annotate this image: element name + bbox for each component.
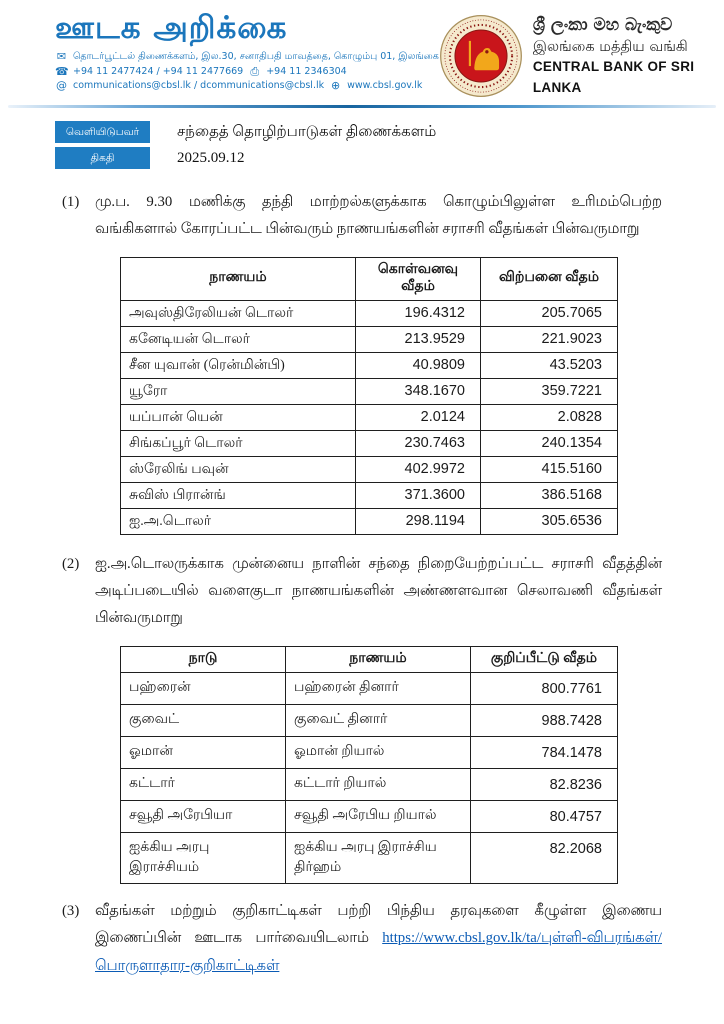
- table-row: [121, 430, 618, 456]
- selling-rate-cell: 205.7065: [481, 300, 618, 326]
- indicative-rate-cell: 800.7761: [471, 672, 618, 704]
- currency-cell: அவுஸ்திரேலியன் டொலர்: [121, 300, 356, 326]
- currency-cell: யூரோ: [121, 378, 356, 404]
- bank-names: [533, 14, 698, 98]
- contact-email-line: [55, 80, 439, 91]
- indicative-rate-cell: 784.1478: [471, 736, 618, 768]
- paragraph-3-number: (3): [62, 902, 80, 919]
- contact-fax: +94 11 2346304: [266, 65, 347, 77]
- buying-rate-cell: 2.0124: [356, 404, 481, 430]
- indicative-rate-column-header: குறிப்பீட்டு வீதம்: [471, 646, 618, 672]
- release-meta: [55, 121, 724, 169]
- paragraph-1-text: மு.ப. 9.30 மணிக்கு தந்தி மாற்றல்களுக்காக கொழும்பிலுள்ள உரிமம்பெற்ற வங்கிகளால் கோரப்பட்ட பின்வரும் நாணயங்களின் சராசரி வீதங்கள் பின்வருமாறு: [95, 194, 662, 238]
- globe-icon: ⊕: [331, 78, 341, 92]
- date-value: 2025.09.12: [177, 149, 245, 166]
- issuer-row: [55, 121, 724, 143]
- selling-rate-cell: 359.7221: [481, 378, 618, 404]
- indicative-rate-cell: 80.4757: [471, 800, 618, 832]
- currency-cell: ஸ்ரேலிங் பவுன்: [121, 456, 356, 482]
- currency-cell: சுவிஸ் பிரான்ங்: [121, 482, 356, 508]
- paragraph-2-number: (2): [62, 555, 80, 572]
- table-header-row: [121, 257, 618, 300]
- contact-address-line: [55, 51, 439, 63]
- currency-cell: ஓமான் றியால்: [286, 736, 471, 768]
- indicative-rate-cell: 82.2068: [471, 832, 618, 883]
- currency-cell: சவூதி அரேபிய றியால்: [286, 800, 471, 832]
- paragraph-2-text: ஐ.அ.டொலருக்காக முன்னைய நாளின் சந்தை நிறையேற்றப்பட்ட சராசரி வீதத்தின் அடிப்படையில் வளைகுடா நாணயங்களின் அண்ணளவான செலாவணி வீதங்கள் பின்வருமாறு: [95, 555, 662, 627]
- table-row: [121, 832, 618, 883]
- table-row: [121, 736, 618, 768]
- table-row: [121, 800, 618, 832]
- paragraph-3-text: [95, 898, 662, 980]
- buying-rate-cell: 298.1194: [356, 508, 481, 534]
- selling-rate-cell: 240.1354: [481, 430, 618, 456]
- country-cell: கட்டார்: [121, 768, 286, 800]
- table-row: [121, 672, 618, 704]
- contact-address: தொடர்பூட்டல் திணைக்களம், இல.30, சனாதிபதி மாவத்தை, கொழும்பு 01, இலங்கை: [73, 50, 439, 62]
- currency-cell: ஐ.அ.டொலர்: [121, 508, 356, 534]
- buying-rate-cell: 196.4312: [356, 300, 481, 326]
- bank-name-sinhala: ශ්‍රී ලංකා මහ බැංකුව: [532, 15, 673, 36]
- buying-rate-cell: 213.9529: [356, 326, 481, 352]
- bank-identity: [439, 14, 698, 98]
- table-row: [121, 704, 618, 736]
- indicative-rate-cell: 82.8236: [471, 768, 618, 800]
- currency-column-header: நாணயம்: [121, 257, 356, 300]
- issuer-value: சந்தைத் தொழிற்பாடுகள் திணைக்களம்: [177, 123, 437, 140]
- printer-icon: ⎙: [250, 64, 260, 78]
- currency-column-header: நாணயம்: [286, 646, 471, 672]
- date-row: [55, 147, 724, 169]
- table-row: [121, 768, 618, 800]
- exchange-rates-table: [120, 257, 618, 535]
- buying-rate-cell: 230.7463: [356, 430, 481, 456]
- selling-rate-cell: 221.9023: [481, 326, 618, 352]
- issuer-label: வெளியிடுபவர்: [55, 121, 150, 143]
- table-row: [121, 378, 618, 404]
- date-label: திகதி: [55, 147, 150, 169]
- table-row: [121, 404, 618, 430]
- table-row: [121, 326, 618, 352]
- table-row: [121, 300, 618, 326]
- cbsl-seal-icon: [439, 14, 523, 98]
- bank-name-english: CENTRAL BANK OF SRI LANKA: [532, 59, 695, 95]
- at-icon: @: [56, 78, 67, 92]
- selling-rate-column-header: விற்பனை வீதம்: [481, 257, 618, 300]
- paragraph-1: [62, 189, 662, 244]
- masthead: [55, 12, 439, 91]
- currency-cell: சிங்கப்பூர் டொலர்: [121, 430, 356, 456]
- indicative-rate-cell: 988.7428: [471, 704, 618, 736]
- envelope-icon: ✉: [56, 50, 67, 64]
- currency-cell: பஹ்ரைன் தினார்: [286, 672, 471, 704]
- table-row: [121, 352, 618, 378]
- header-divider: [8, 105, 716, 108]
- selling-rate-cell: 305.6536: [481, 508, 618, 534]
- paragraph-3: [62, 898, 662, 980]
- currency-cell: யப்பான் யென்: [121, 404, 356, 430]
- country-cell: குவைட்: [121, 704, 286, 736]
- table-row: [121, 456, 618, 482]
- currency-cell: கனேடியன் டொலர்: [121, 326, 356, 352]
- currency-cell: கட்டார் றியால்: [286, 768, 471, 800]
- buying-rate-cell: 371.3600: [356, 482, 481, 508]
- country-cell: ஐக்கிய அரபு இராச்சியம்: [121, 832, 286, 883]
- selling-rate-cell: 43.5203: [481, 352, 618, 378]
- country-cell: ஓமான்: [121, 736, 286, 768]
- page-header: [0, 0, 724, 98]
- selling-rate-cell: 386.5168: [481, 482, 618, 508]
- buying-rate-cell: 348.1670: [356, 378, 481, 404]
- media-release-logo: ஊடக அறிக்கை: [55, 10, 288, 46]
- currency-cell: ஐக்கிய அரபு இராச்சிய திர்ஹம்: [286, 832, 471, 883]
- contact-emails: communications@cbsl.lk / dcommunications@cbsl.lk: [73, 79, 325, 91]
- buying-rate-cell: 40.9809: [356, 352, 481, 378]
- contact-phone-line: [55, 66, 439, 77]
- contact-website: www.cbsl.gov.lk: [347, 79, 423, 91]
- gulf-currency-rates-table: [120, 646, 618, 884]
- buying-rate-column-header: கொள்வனவு வீதம்: [356, 257, 481, 300]
- contact-phones: +94 11 2477424 / +94 11 2477669: [73, 65, 244, 77]
- paragraph-2: [62, 551, 662, 633]
- phone-icon: ☎: [55, 64, 69, 78]
- bank-name-tamil: இலங்கை மத்திய வங்கி: [532, 39, 688, 56]
- country-column-header: நாடு: [121, 646, 286, 672]
- currency-cell: சீன யுவான் (ரென்மின்பி): [121, 352, 356, 378]
- selling-rate-cell: 2.0828: [481, 404, 618, 430]
- table-row: [121, 508, 618, 534]
- table-header-row: [121, 646, 618, 672]
- table-row: [121, 482, 618, 508]
- country-cell: பஹ்ரைன்: [121, 672, 286, 704]
- currency-cell: குவைட் தினார்: [286, 704, 471, 736]
- country-cell: சவூதி அரேபியா: [121, 800, 286, 832]
- selling-rate-cell: 415.5160: [481, 456, 618, 482]
- paragraph-1-number: (1): [62, 194, 80, 210]
- cbsl-statistics-link[interactable]: https://www.cbsl.gov.lk/ta/புள்ளி-விபரங்கள்/பொருளாதார-குறிகாட்டிகள்: [95, 930, 662, 974]
- buying-rate-cell: 402.9972: [356, 456, 481, 482]
- paragraph-3-body: வீதங்கள் மற்றும் குறிகாட்டிகள் பற்றி பிந்திய தரவுகளை கீழுள்ள இணைய இணைப்பின் ஊடாக பார்வையிடலாம்: [95, 902, 662, 947]
